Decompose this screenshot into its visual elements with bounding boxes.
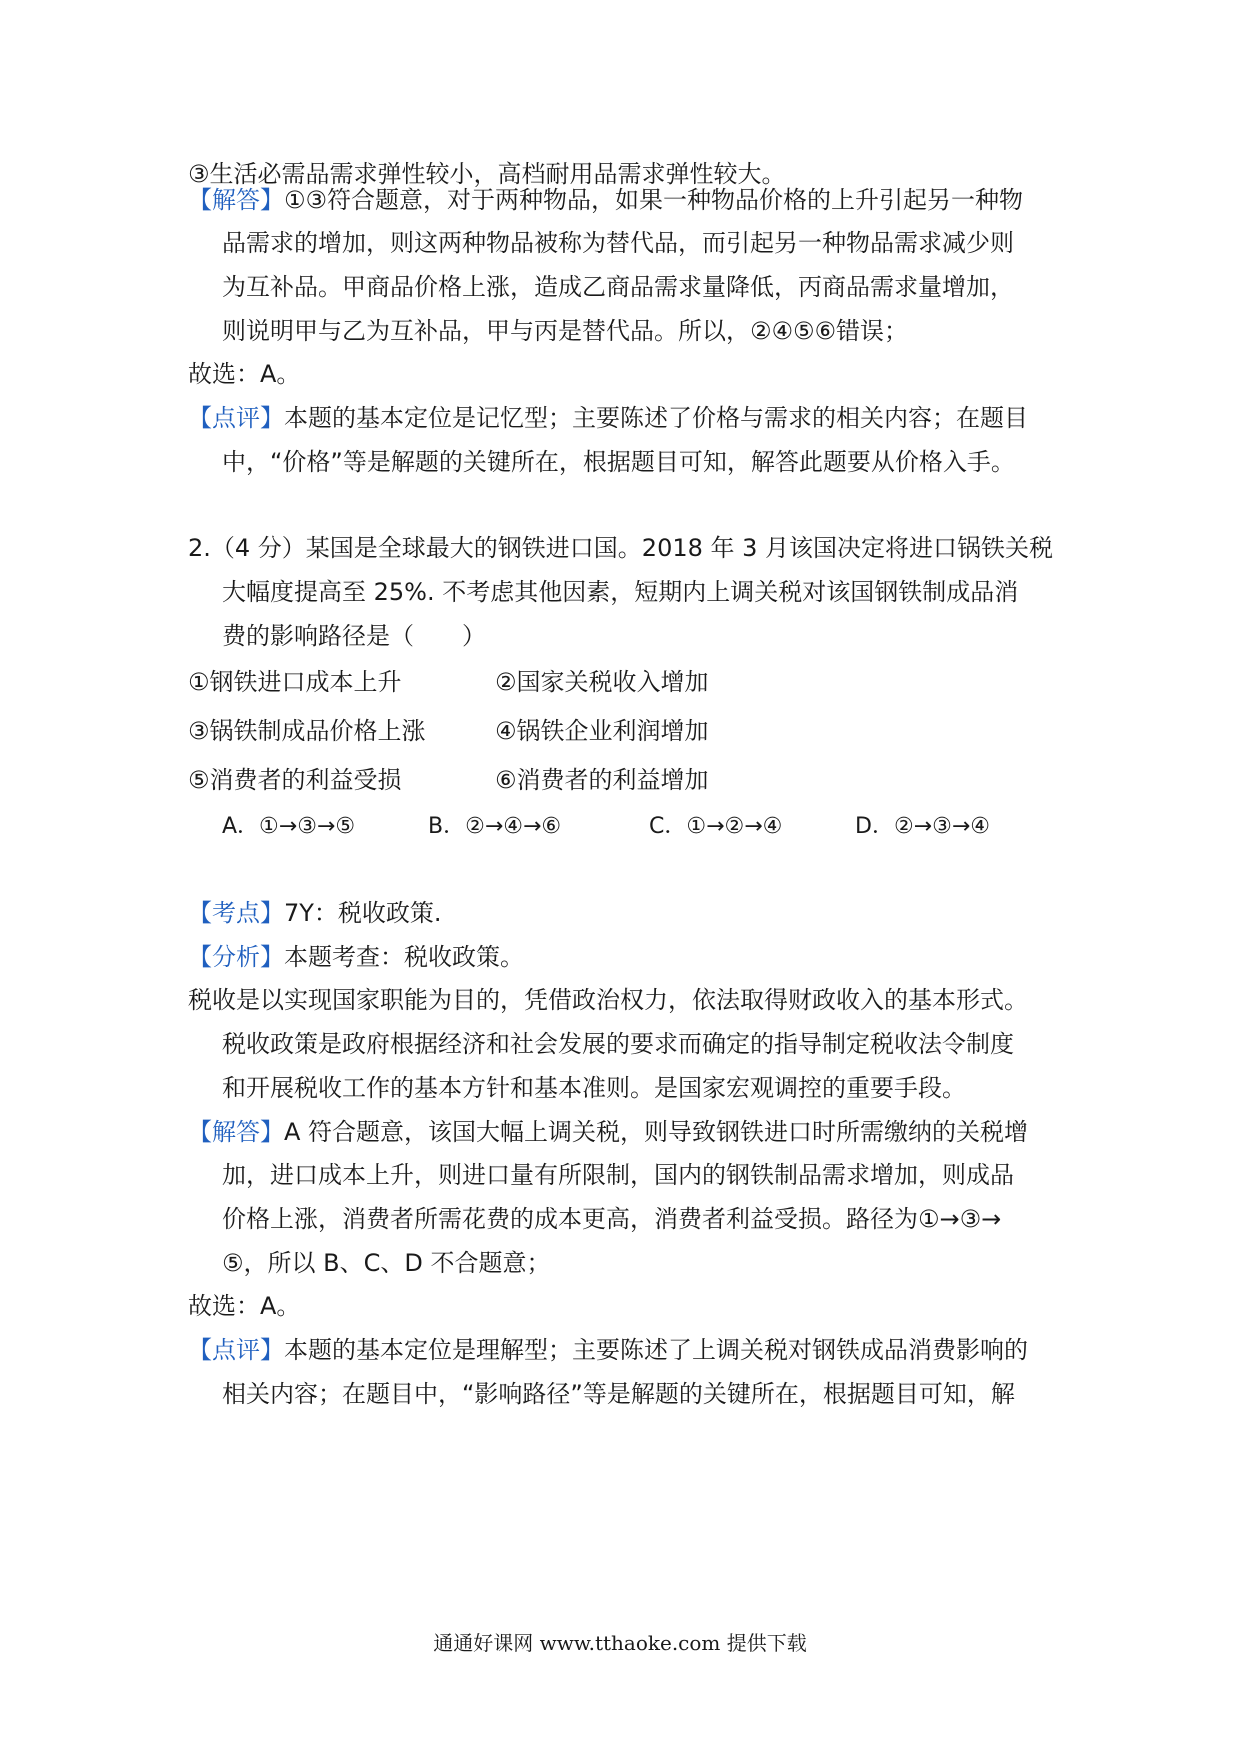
q1-comment-line-2: 中，“价格”等是解题的关键所在，根据题目可知，解答此题要从价格入手。 xyxy=(222,448,1015,476)
q2-choice-a: A．①→③→⑤ xyxy=(222,814,356,839)
page-footer: 通通好课网 www.tthaoke.com 提供下载 xyxy=(433,1631,807,1655)
fenxi-tag: 【分析】 xyxy=(188,943,284,971)
q2-kaodian-text: 7Y：税收政策. xyxy=(284,899,442,927)
q1-comment-line-1 xyxy=(188,402,1028,434)
q2-choice-b: B．②→④→⑥ xyxy=(428,814,562,839)
kaodian-tag: 【考点】 xyxy=(188,899,284,927)
q2-comment-line-1 xyxy=(188,1334,1028,1366)
comment-tag: 【点评】 xyxy=(188,404,284,432)
q1-answer-text: ①③符合题意，对于两种物品，如果一种物品价格的上升引起另一种物 xyxy=(284,186,1024,214)
q2-choice-c: C．①→②→④ xyxy=(649,814,783,839)
q2-choice: 故选：A。 xyxy=(188,1292,301,1320)
answer-tag: 【解答】 xyxy=(188,186,284,214)
q2-option-4: ④锅铁企业利润增加 xyxy=(495,717,709,745)
q2-answer-line-4: ⑤，所以 B、C、D 不合题意； xyxy=(222,1249,551,1277)
q2-answer-line-3: 价格上涨，消费者所需花费的成本更高，消费者利益受损。路径为①→③→ xyxy=(222,1205,1002,1233)
q2-option-6: ⑥消费者的利益增加 xyxy=(495,766,709,794)
q2-option-3: ③锅铁制成品价格上涨 xyxy=(188,717,426,745)
q1-answer-line-4: 则说明甲与乙为互补品，甲与丙是替代品。所以，②④⑤⑥错误； xyxy=(222,317,909,345)
q1-answer-line-3: 为互补品。甲商品价格上涨，造成乙商品需求量降低，丙商品需求量增加， xyxy=(222,273,1014,301)
q2-choice-d: D．②→③→④ xyxy=(855,814,990,839)
q2-option-2: ②国家关税收入增加 xyxy=(495,668,709,696)
q1-choice: 故选：A。 xyxy=(188,360,301,388)
q2-answer-line-1 xyxy=(188,1116,1028,1148)
q1-answer-line-1 xyxy=(188,184,1023,216)
q2-fenxi-text: 本题考查：税收政策。 xyxy=(284,943,524,971)
q2-stem-line-2: 大幅度提高至 25%. 不考虑其他因素，短期内上调关税对该国钢铁制成品消 xyxy=(222,578,1019,606)
q1-comment-text: 本题的基本定位是记忆型；主要陈述了价格与需求的相关内容；在题目 xyxy=(284,404,1028,432)
q2-stem-line-3: 费的影响路径是（ ） xyxy=(222,622,486,650)
q2-stem-line-1: 2.（4 分）某国是全球最大的钢铁进口国。2018 年 3 月该国决定将进口锅铁关税 xyxy=(188,534,1054,562)
q2-option-1: ①钢铁进口成本上升 xyxy=(188,668,402,696)
q2-analysis-line-2: 税收政策是政府根据经济和社会发展的要求而确定的指导制定税收法令制度 xyxy=(222,1030,1014,1058)
q2-kaodian xyxy=(188,897,442,929)
q2-analysis-line-3: 和开展税收工作的基本方针和基本准则。是国家宏观调控的重要手段。 xyxy=(222,1074,966,1102)
q1-answer-line-2: 品需求的增加，则这两种物品被称为替代品，而引起另一种物品需求减少则 xyxy=(222,229,1014,257)
answer-tag: 【解答】 xyxy=(188,1118,284,1146)
q1-point-3: ③生活必需品需求弹性较小，高档耐用品需求弹性较大。 xyxy=(188,160,786,188)
q2-fenxi xyxy=(188,941,524,973)
q2-answer-line-2: 加，进口成本上升，则进口量有所限制，国内的钢铁制品需求增加，则成品 xyxy=(222,1161,1014,1189)
q2-answer-text: A 符合题意，该国大幅上调关税，则导致钢铁进口时所需缴纳的关税增 xyxy=(284,1118,1029,1146)
q2-comment-line-2: 相关内容；在题目中，“影响路径”等是解题的关键所在，根据题目可知，解 xyxy=(222,1380,1015,1408)
comment-tag: 【点评】 xyxy=(188,1336,284,1364)
q2-option-5: ⑤消费者的利益受损 xyxy=(188,766,402,794)
q2-analysis-line-1: 税收是以实现国家职能为目的，凭借政治权力，依法取得财政收入的基本形式。 xyxy=(188,986,1028,1014)
q2-comment-text: 本题的基本定位是理解型；主要陈述了上调关税对钢铁成品消费影响的 xyxy=(284,1336,1028,1364)
